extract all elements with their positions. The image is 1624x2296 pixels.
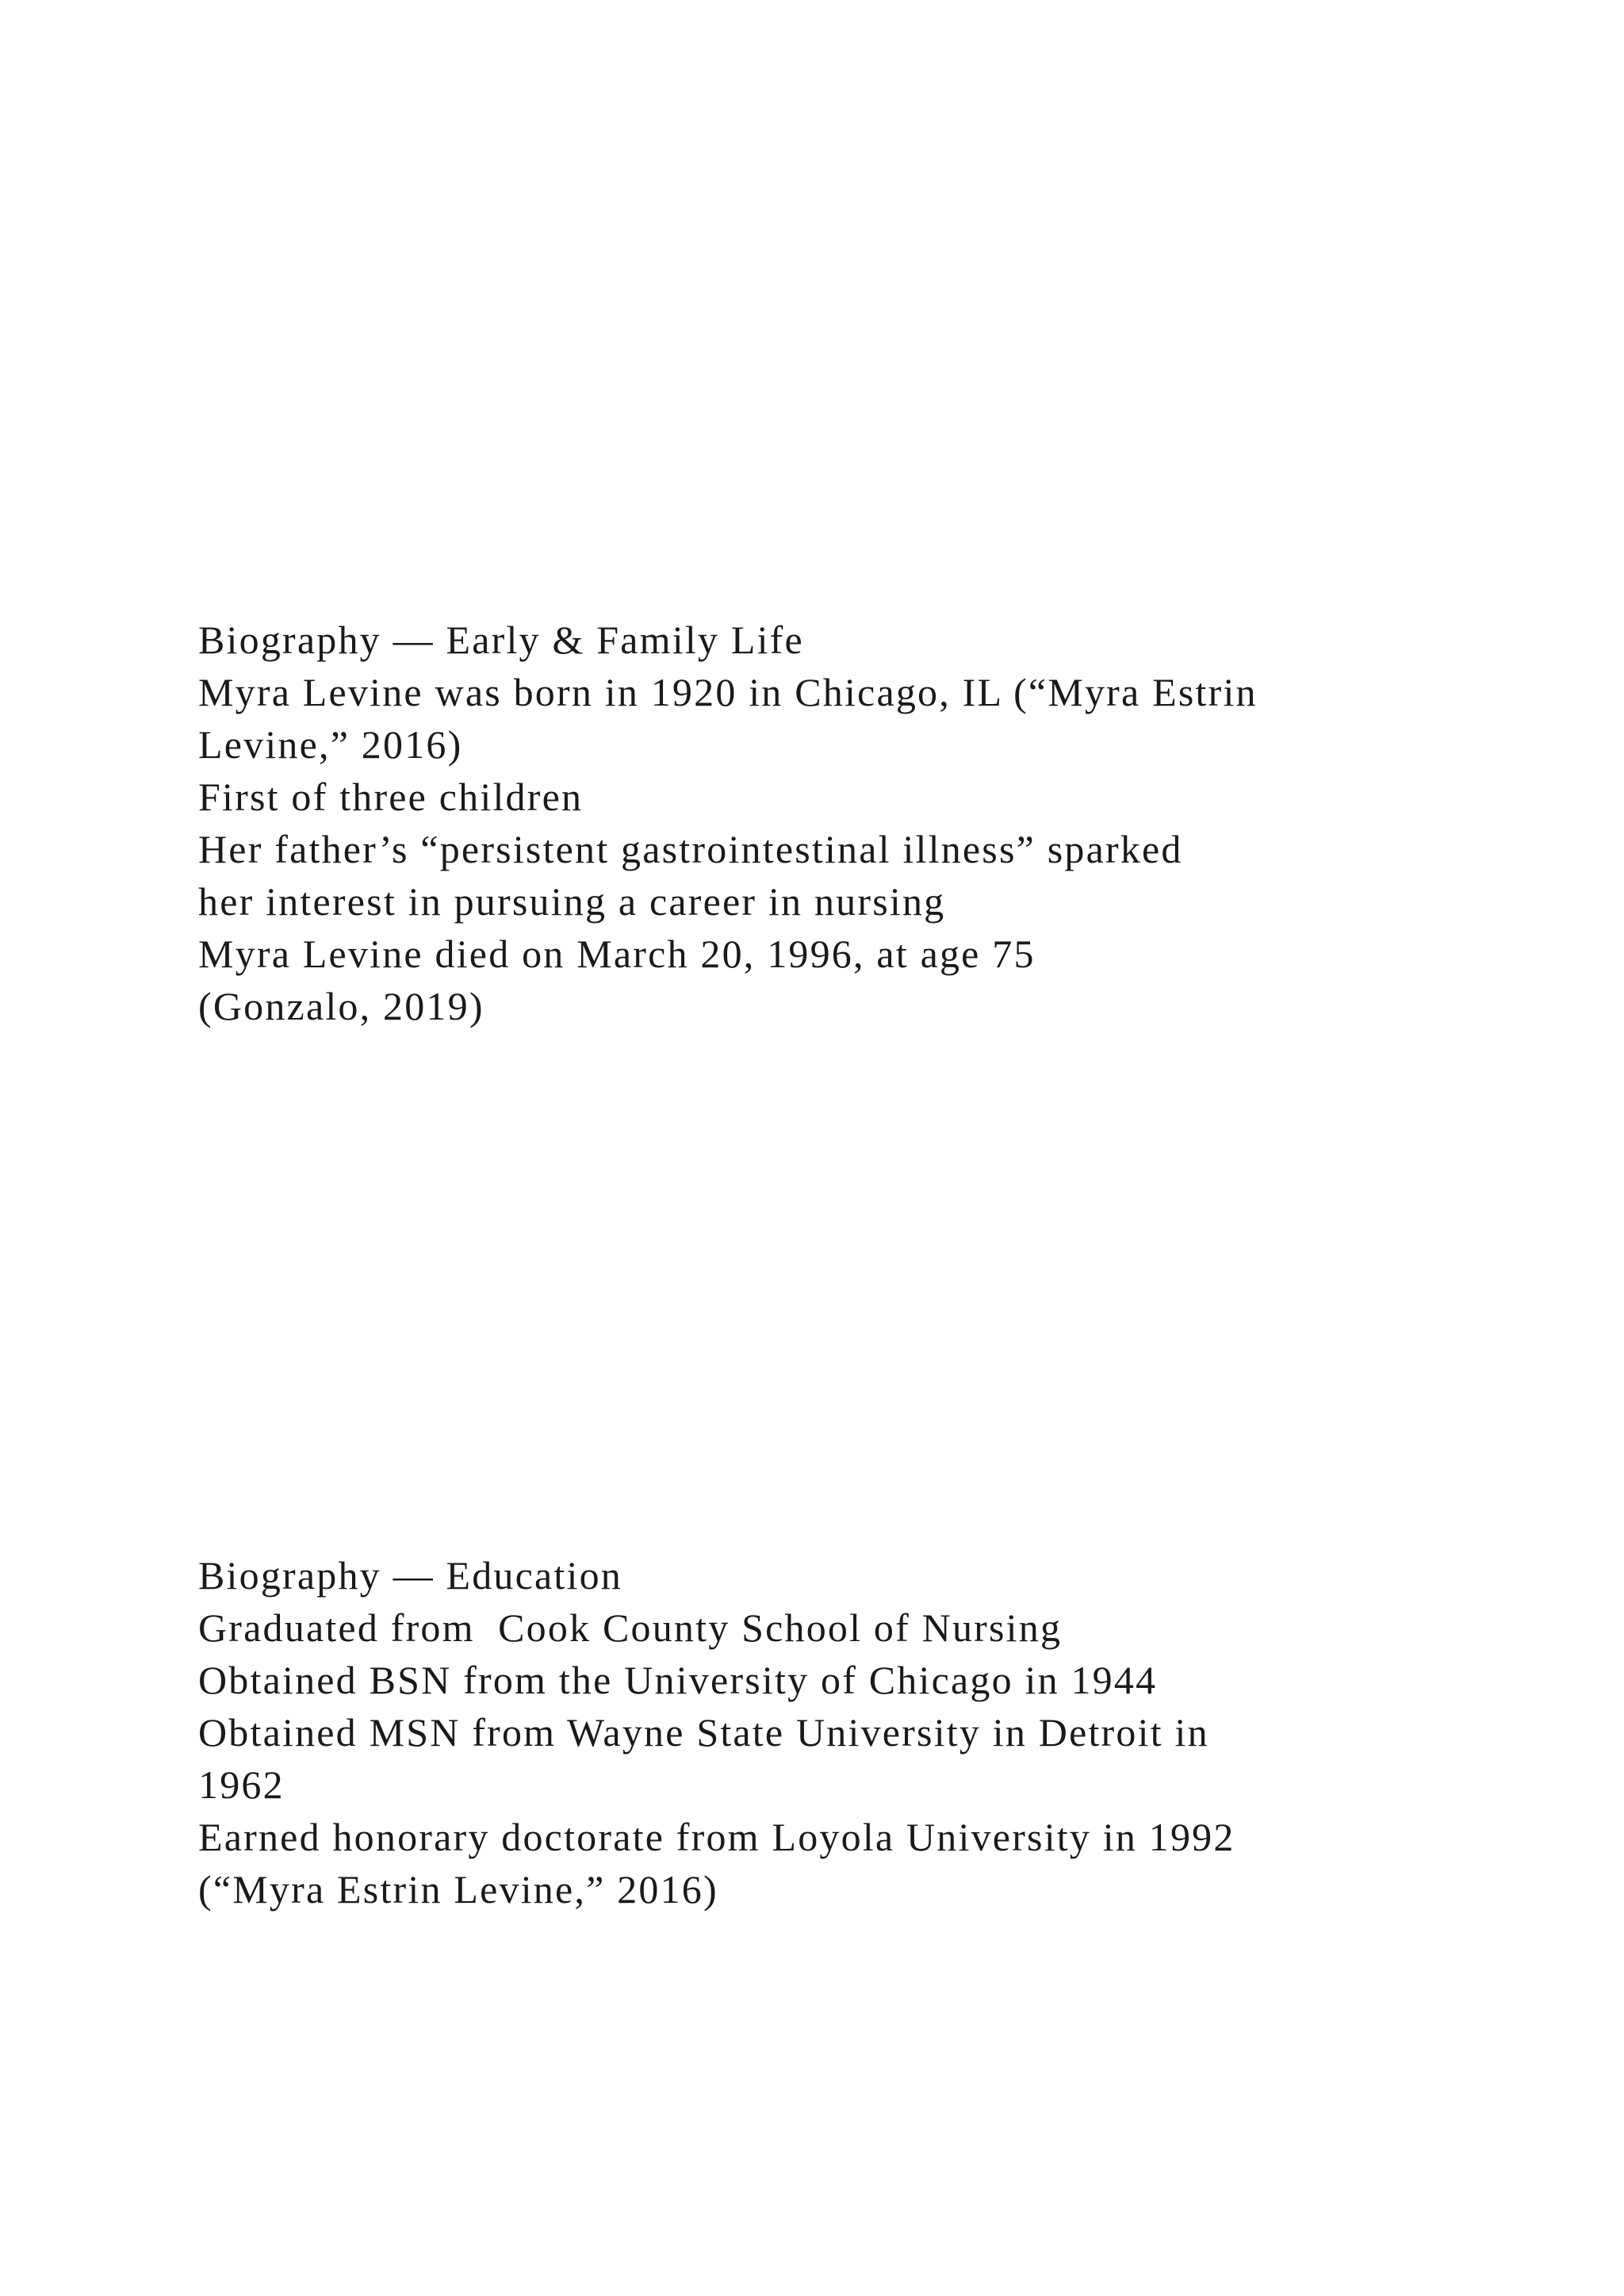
section-early-family-life (198, 614, 1435, 1032)
text-line: Myra Levine died on March 20, 1996, at age 75 (198, 932, 1036, 976)
citation-line: (Gonzalo, 2019) (198, 984, 485, 1028)
section-heading: Biography — Early & Family Life (198, 618, 804, 662)
text-line: Earned honorary doctorate from Loyola University in 1992 (198, 1815, 1235, 1859)
text-line: Graduated from Cook County School of Nursing (198, 1605, 1063, 1650)
text-line: Her father’s “persistent gastrointestinal illness” sparked (198, 827, 1183, 871)
text-line: 1962 (198, 1762, 285, 1807)
text-line: Obtained BSN from the University of Chicago in 1944 (198, 1658, 1158, 1702)
text-line: First of three children (198, 775, 584, 819)
text-line: Obtained MSN from Wayne State University in Detroit in (198, 1710, 1209, 1755)
section-education (198, 1549, 1435, 1915)
text-line: Myra Levine was born in 1920 in Chicago, IL (“Myra Estrin (198, 670, 1258, 714)
text-line: her interest in pursuing a career in nursing (198, 879, 946, 924)
section-heading: Biography — Education (198, 1553, 622, 1598)
citation-line: (“Myra Estrin Levine,” 2016) (198, 1867, 718, 1911)
text-line: Levine,” 2016) (198, 722, 463, 767)
